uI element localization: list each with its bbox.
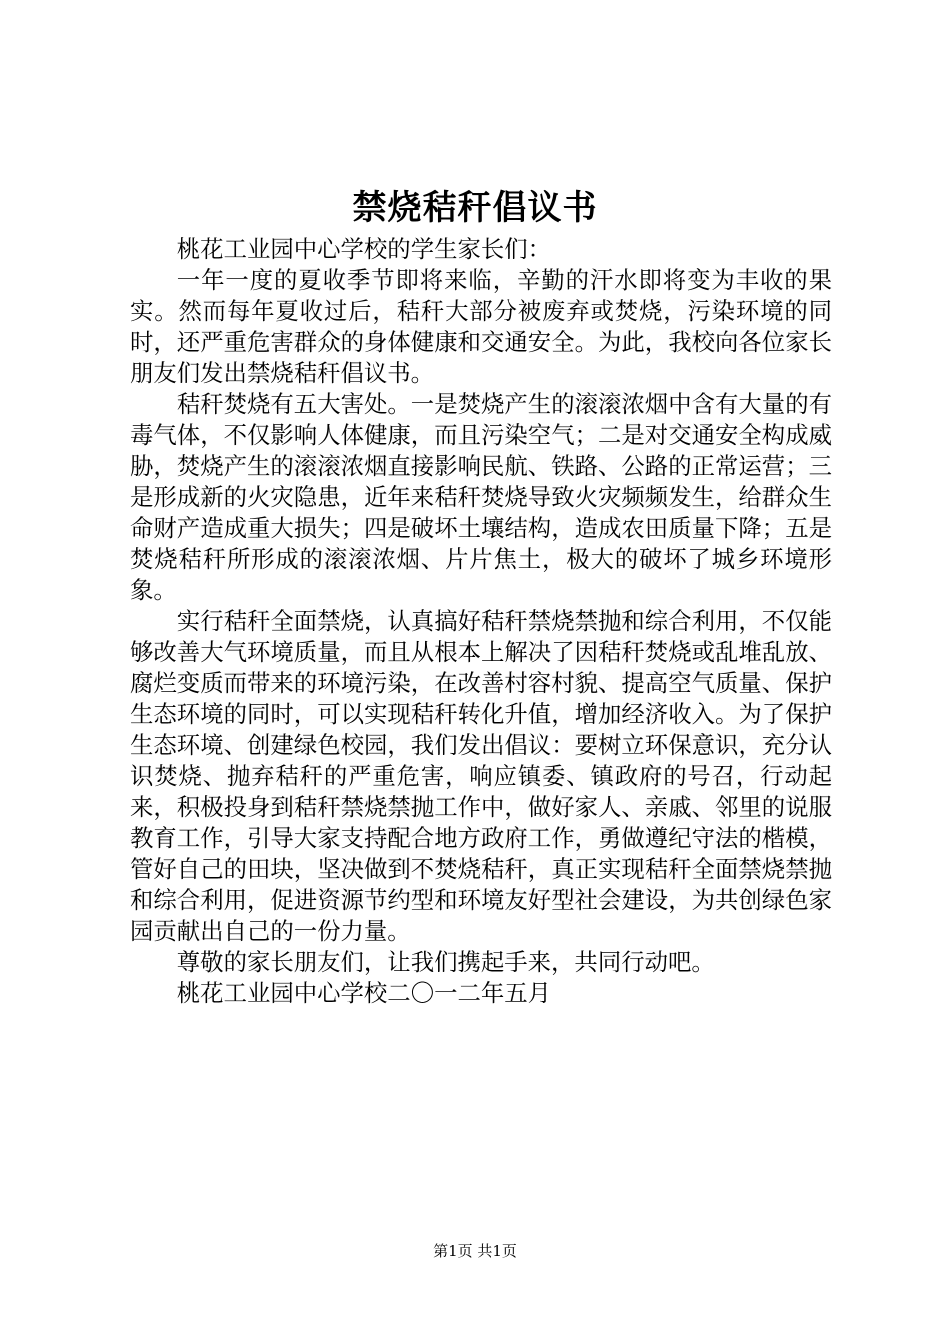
paragraph-proposal: 实行秸秆全面禁烧，认真搞好秸秆禁烧禁抛和综合利用，不仅能够改善大气环境质量，而且从根本上解决了因秸秆焚烧或乱堆乱放、腐烂变质而带来的环境污染，在改善村容村貌、提高空气质量、保护生态环境的同时，可以实现秸秆转化升值，增加经济收入。为了保护生态环境、创建绿色校园，我们发出倡议：要树立环保意识，充分认识焚烧、抛弃秸秆的严重危害，响应镇委、镇政府的号召，行动起来，积极投身到秸秆禁烧禁抛工作中，做好家人、亲戚、邻里的说服教育工作，引导大家支持配合地方政府工作，勇做遵纪守法的楷模，管好自己的田块，坚决做到不焚烧秸秆，真正实现秸秆全面禁烧禁抛和综合利用，促进资源节约型和环境友好型社会建设，为共创绿色家园贡献出自己的一份力量。 (130, 607, 832, 945)
page-number-footer: 第1页 共1页 (433, 1242, 517, 1260)
document-body (130, 234, 832, 1009)
paragraph-intro: 一年一度的夏收季节即将来临，辛勤的汗水即将变为丰收的果实。然而每年夏收过后，秸秆大部分被废弃或焚烧，污染环境的同时，还严重危害群众的身体健康和交通安全。为此，我校向各位家长朋友们发出禁烧秸秆倡议书。 (130, 266, 832, 387)
paragraph-harms: 秸秆焚烧有五大害处。一是焚烧产生的滚滚浓烟中含有大量的有毒气体，不仅影响人体健康，而且污染空气；二是对交通安全构成威胁，焚烧产生的滚滚浓烟直接影响民航、铁路、公路的正常运营；三是形成新的火灾隐患，近年来秸秆焚烧导致火灾频频发生，给群众生命财产造成重大损失；四是破坏土壤结构，造成农田质量下降；五是焚烧秸秆所形成的滚滚浓烟、片片焦土，极大的破坏了城乡环境形象。 (130, 390, 832, 604)
salutation: 桃花工业园中心学校的学生家长们： (176, 235, 552, 263)
paragraph-closing: 尊敬的家长朋友们，让我们携起手来，共同行动吧。 (176, 948, 715, 976)
document-title: 禁烧秸秆倡议书 (352, 188, 598, 228)
signature: 桃花工业园中心学校二〇一二年五月 (176, 979, 552, 1007)
